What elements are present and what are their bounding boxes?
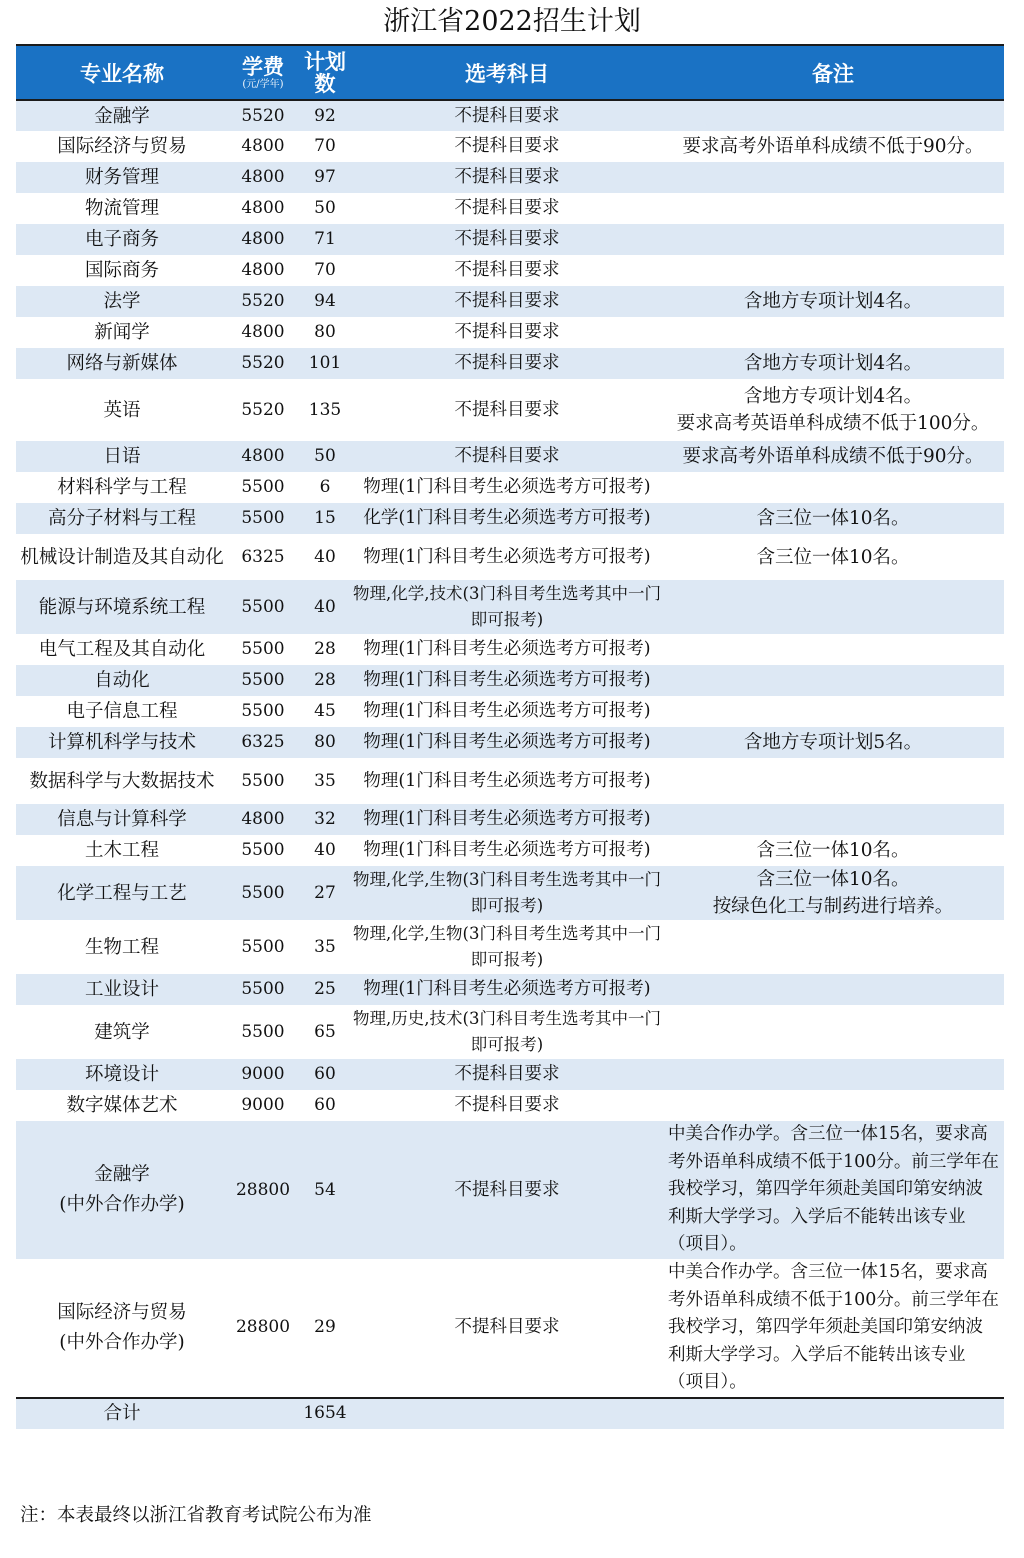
major-cell: 材料科学与工程	[16, 472, 228, 503]
subjects-cell: 不提科目要求	[352, 317, 662, 348]
fee-cell: 5500	[228, 758, 298, 804]
count-cell: 27	[298, 866, 352, 920]
fee-cell: 4800	[228, 224, 298, 255]
subjects-cell: 化学(1门科目考生必须选考方可报考)	[352, 503, 662, 534]
subjects-cell: 不提科目要求	[352, 162, 662, 193]
subjects-cell: 物理(1门科目考生必须选考方可报考)	[352, 634, 662, 665]
table-row	[16, 100, 1004, 131]
table-row	[16, 634, 1004, 665]
fee-cell: 5500	[228, 503, 298, 534]
major-cell: 数据科学与大数据技术	[16, 758, 228, 804]
table-row	[16, 379, 1004, 441]
count-cell: 70	[298, 131, 352, 162]
count-cell: 101	[298, 348, 352, 379]
subjects-cell: 不提科目要求	[352, 1121, 662, 1259]
count-cell: 40	[298, 835, 352, 866]
subjects-cell: 不提科目要求	[352, 131, 662, 162]
fee-cell: 5500	[228, 835, 298, 866]
table-row	[16, 1259, 1004, 1398]
major-cell: 高分子材料与工程	[16, 503, 228, 534]
notes-cell	[662, 665, 1004, 696]
major-cell: 财务管理	[16, 162, 228, 193]
notes-cell	[662, 804, 1004, 835]
subjects-cell: 不提科目要求	[352, 1259, 662, 1398]
subjects-cell: 不提科目要求	[352, 1059, 662, 1090]
notes-cell	[662, 255, 1004, 286]
subjects-cell: 物理,化学,生物(3门科目考生选考其中一门即可报考)	[352, 920, 662, 974]
major-cell: 金融学 (中外合作办学)	[16, 1121, 228, 1259]
count-cell: 94	[298, 286, 352, 317]
table-row	[16, 758, 1004, 804]
table-row	[16, 255, 1004, 286]
notes-cell	[662, 1090, 1004, 1121]
table-row	[16, 286, 1004, 317]
count-cell: 50	[298, 441, 352, 472]
fee-cell: 28800	[228, 1121, 298, 1259]
major-cell: 工业设计	[16, 974, 228, 1005]
notes-cell	[662, 758, 1004, 804]
subjects-cell: 物理(1门科目考生必须选考方可报考)	[352, 804, 662, 835]
fee-cell: 5520	[228, 379, 298, 441]
fee-cell: 4800	[228, 131, 298, 162]
notes-cell: 含三位一体10名。	[662, 503, 1004, 534]
fee-cell: 9000	[228, 1059, 298, 1090]
footnote: 注：本表最终以浙江省教育考试院公布为准	[20, 1505, 372, 1526]
header-count-line1: 计划	[304, 48, 346, 74]
fee-cell: 28800	[228, 1259, 298, 1398]
table-row	[16, 665, 1004, 696]
count-cell: 65	[298, 1005, 352, 1059]
table-row	[16, 131, 1004, 162]
count-cell: 32	[298, 804, 352, 835]
table-row	[16, 866, 1004, 920]
page-title: 浙江省2022招生计划	[383, 6, 641, 37]
fee-cell: 4800	[228, 804, 298, 835]
notes-cell	[662, 317, 1004, 348]
count-cell: 60	[298, 1090, 352, 1121]
subjects-cell: 不提科目要求	[352, 100, 662, 131]
fee-cell: 5500	[228, 634, 298, 665]
count-cell: 15	[298, 503, 352, 534]
count-cell: 28	[298, 665, 352, 696]
fee-cell: 9000	[228, 1090, 298, 1121]
subjects-cell: 物理(1门科目考生必须选考方可报考)	[352, 534, 662, 580]
major-cell: 建筑学	[16, 1005, 228, 1059]
count-cell: 50	[298, 193, 352, 224]
notes-cell: 含地方专项计划4名。	[662, 348, 1004, 379]
notes-cell	[662, 162, 1004, 193]
total-subjects-empty	[352, 1398, 662, 1429]
table-row	[16, 974, 1004, 1005]
notes-cell: 中美合作办学。含三位一体15名，要求高考外语单科成绩不低于100分。前三学年在我校学习，第四学年须赴美国印第安纳波利斯大学学习。入学后不能转出该专业（项目）。	[662, 1121, 1004, 1259]
notes-cell	[662, 696, 1004, 727]
fee-cell: 5520	[228, 286, 298, 317]
notes-cell: 含三位一体10名。	[662, 835, 1004, 866]
subjects-cell: 不提科目要求	[352, 1090, 662, 1121]
count-cell: 60	[298, 1059, 352, 1090]
count-cell: 40	[298, 534, 352, 580]
major-cell: 新闻学	[16, 317, 228, 348]
header-subjects: 选考科目	[352, 45, 662, 100]
major-cell: 日语	[16, 441, 228, 472]
fee-cell: 5500	[228, 974, 298, 1005]
header-fee-label: 学费	[242, 53, 284, 79]
count-cell: 135	[298, 379, 352, 441]
table-row	[16, 534, 1004, 580]
subjects-cell: 物理(1门科目考生必须选考方可报考)	[352, 472, 662, 503]
count-cell: 35	[298, 758, 352, 804]
major-cell: 环境设计	[16, 1059, 228, 1090]
notes-cell: 含地方专项计划4名。	[662, 286, 1004, 317]
major-cell: 金融学	[16, 100, 228, 131]
table-row	[16, 1121, 1004, 1259]
major-cell: 机械设计制造及其自动化	[16, 534, 228, 580]
fee-cell: 4800	[228, 162, 298, 193]
notes-cell	[662, 224, 1004, 255]
subjects-cell: 物理,化学,生物(3门科目考生选考其中一门即可报考)	[352, 866, 662, 920]
count-cell: 40	[298, 580, 352, 634]
major-cell: 自动化	[16, 665, 228, 696]
subjects-cell: 不提科目要求	[352, 441, 662, 472]
notes-cell	[662, 920, 1004, 974]
header-count	[298, 45, 352, 100]
fee-cell: 5500	[228, 580, 298, 634]
notes-cell: 要求高考外语单科成绩不低于90分。	[662, 441, 1004, 472]
major-cell: 生物工程	[16, 920, 228, 974]
table-row	[16, 162, 1004, 193]
notes-cell: 含三位一体10名。 按绿色化工与制药进行培养。	[662, 866, 1004, 920]
total-count: 1654	[298, 1398, 352, 1429]
table-row	[16, 835, 1004, 866]
count-cell: 35	[298, 920, 352, 974]
header-major: 专业名称	[16, 45, 228, 100]
enrollment-plan-table	[16, 44, 1004, 1429]
count-cell: 80	[298, 727, 352, 758]
subjects-cell: 物理(1门科目考生必须选考方可报考)	[352, 758, 662, 804]
total-fee-empty	[228, 1398, 298, 1429]
fee-cell: 5500	[228, 472, 298, 503]
fee-cell: 4800	[228, 317, 298, 348]
table-row	[16, 804, 1004, 835]
fee-cell: 5500	[228, 696, 298, 727]
table-row	[16, 224, 1004, 255]
total-label: 合计	[16, 1398, 228, 1429]
table-row	[16, 696, 1004, 727]
fee-cell: 4800	[228, 255, 298, 286]
fee-cell: 5500	[228, 866, 298, 920]
subjects-cell: 不提科目要求	[352, 348, 662, 379]
notes-cell: 含三位一体10名。	[662, 534, 1004, 580]
major-cell: 土木工程	[16, 835, 228, 866]
major-cell: 计算机科学与技术	[16, 727, 228, 758]
subjects-cell: 不提科目要求	[352, 255, 662, 286]
notes-cell	[662, 472, 1004, 503]
table-row	[16, 441, 1004, 472]
major-cell: 法学	[16, 286, 228, 317]
notes-cell: 要求高考外语单科成绩不低于90分。	[662, 131, 1004, 162]
notes-cell	[662, 580, 1004, 634]
header-notes: 备注	[662, 45, 1004, 100]
table-row	[16, 580, 1004, 634]
subjects-cell: 物理(1门科目考生必须选考方可报考)	[352, 727, 662, 758]
count-cell: 28	[298, 634, 352, 665]
subjects-cell: 物理,化学,技术(3门科目考生选考其中一门即可报考)	[352, 580, 662, 634]
notes-cell: 含地方专项计划5名。	[662, 727, 1004, 758]
subjects-cell: 物理(1门科目考生必须选考方可报考)	[352, 835, 662, 866]
major-cell: 国际经济与贸易 (中外合作办学)	[16, 1259, 228, 1398]
header-count-line2: 数	[314, 70, 336, 96]
major-cell: 国际经济与贸易	[16, 131, 228, 162]
subjects-cell: 不提科目要求	[352, 193, 662, 224]
notes-cell: 含地方专项计划4名。 要求高考英语单科成绩不低于100分。	[662, 379, 1004, 441]
subjects-cell: 物理,历史,技术(3门科目考生选考其中一门即可报考)	[352, 1005, 662, 1059]
notes-cell	[662, 634, 1004, 665]
subjects-cell: 物理(1门科目考生必须选考方可报考)	[352, 974, 662, 1005]
subjects-cell: 不提科目要求	[352, 286, 662, 317]
count-cell: 92	[298, 100, 352, 131]
major-cell: 网络与新媒体	[16, 348, 228, 379]
subjects-cell: 物理(1门科目考生必须选考方可报考)	[352, 696, 662, 727]
header-fee	[228, 45, 298, 100]
notes-cell: 中美合作办学。含三位一体15名，要求高考外语单科成绩不低于100分。前三学年在我校学习，第四学年须赴美国印第安纳波利斯大学学习。入学后不能转出该专业（项目）。	[662, 1259, 1004, 1398]
notes-cell	[662, 1005, 1004, 1059]
fee-cell: 5520	[228, 100, 298, 131]
count-cell: 71	[298, 224, 352, 255]
count-cell: 29	[298, 1259, 352, 1398]
major-cell: 英语	[16, 379, 228, 441]
table-row	[16, 1005, 1004, 1059]
table-row	[16, 472, 1004, 503]
total-notes-empty	[662, 1398, 1004, 1429]
total-row	[16, 1398, 1004, 1429]
notes-cell	[662, 1059, 1004, 1090]
major-cell: 电子商务	[16, 224, 228, 255]
major-cell: 物流管理	[16, 193, 228, 224]
fee-cell: 5520	[228, 348, 298, 379]
table-row	[16, 1090, 1004, 1121]
table-row	[16, 920, 1004, 974]
notes-cell	[662, 193, 1004, 224]
fee-cell: 4800	[228, 441, 298, 472]
table-row	[16, 503, 1004, 534]
fee-cell: 5500	[228, 920, 298, 974]
table-header-row	[16, 45, 1004, 100]
major-cell: 能源与环境系统工程	[16, 580, 228, 634]
major-cell: 信息与计算科学	[16, 804, 228, 835]
table-row	[16, 193, 1004, 224]
count-cell: 25	[298, 974, 352, 1005]
major-cell: 电气工程及其自动化	[16, 634, 228, 665]
subjects-cell: 不提科目要求	[352, 224, 662, 255]
table-row	[16, 348, 1004, 379]
table-row	[16, 727, 1004, 758]
count-cell: 97	[298, 162, 352, 193]
major-cell: 电子信息工程	[16, 696, 228, 727]
subjects-cell: 物理(1门科目考生必须选考方可报考)	[352, 665, 662, 696]
table-row	[16, 1059, 1004, 1090]
header-fee-unit: (元/学年)	[242, 78, 284, 90]
count-cell: 54	[298, 1121, 352, 1259]
major-cell: 国际商务	[16, 255, 228, 286]
table-row	[16, 317, 1004, 348]
count-cell: 6	[298, 472, 352, 503]
fee-cell: 4800	[228, 193, 298, 224]
major-cell: 化学工程与工艺	[16, 866, 228, 920]
count-cell: 80	[298, 317, 352, 348]
count-cell: 70	[298, 255, 352, 286]
fee-cell: 5500	[228, 665, 298, 696]
notes-cell	[662, 100, 1004, 131]
major-cell: 数字媒体艺术	[16, 1090, 228, 1121]
subjects-cell: 不提科目要求	[352, 379, 662, 441]
notes-cell	[662, 974, 1004, 1005]
fee-cell: 6325	[228, 534, 298, 580]
count-cell: 45	[298, 696, 352, 727]
fee-cell: 6325	[228, 727, 298, 758]
fee-cell: 5500	[228, 1005, 298, 1059]
